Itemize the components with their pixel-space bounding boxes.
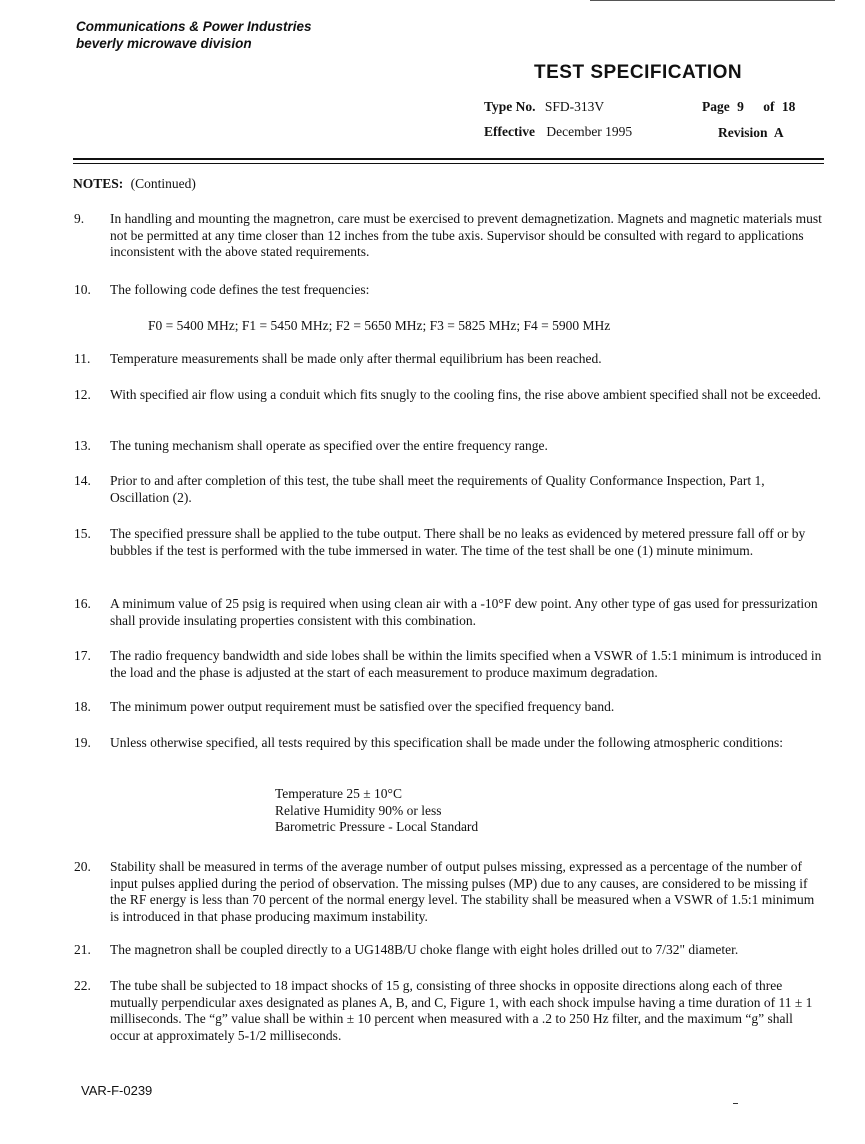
note-number: 9. — [74, 211, 85, 226]
note-number: 11. — [74, 351, 91, 366]
revision-label: Revision — [718, 125, 768, 140]
page-indicator — [702, 99, 795, 115]
type-no-value: SFD-313V — [544, 99, 605, 114]
note-text: In handling and mounting the magnetron, care must be exercised to prevent demagnetization. Magnets and magnetic materials must not be permitted at any time closer than 12 inches from the tube axis. Supervisor should be consulted with regard to applications inconsistent with the above stated requirements. — [110, 211, 822, 259]
note-text: The radio frequency bandwidth and side lobes shall be within the limits specified when a VSWR of 1.5:1 minimum is introduced in the load and the phase is adjusted at the start of each measurement to produce maximum degradation. — [110, 648, 822, 680]
note-number: 14. — [74, 473, 91, 488]
note-text: The following code defines the test frequencies: — [110, 282, 370, 297]
note-number: 16. — [74, 596, 91, 611]
effective-date — [484, 124, 632, 140]
company-name: Communications & Power Industries — [76, 19, 312, 34]
of-label: of — [763, 99, 775, 114]
effective-label: Effective — [484, 124, 535, 139]
note-number: 18. — [74, 699, 91, 714]
note-text: Unless otherwise specified, all tests required by this specification shall be made under the following atmospheric conditions: — [110, 735, 783, 750]
note-text: The tube shall be subjected to 18 impact shocks of 15 g, consisting of three shocks in opposite directions along each of three mutually perpendicular axes designated as planes A, B, and C, Figure 1, with each shock impulse having a time duration of 11 ± 1 milliseconds. The “g” value shall be within ± 10 percent when measured with a .2 to 250 Hz filter, and the maximum “g” shall occur at approximately 5-1/2 milliseconds. — [110, 978, 813, 1043]
revision-value: A — [773, 125, 784, 140]
notes-heading — [73, 176, 196, 192]
note-number: 17. — [74, 648, 91, 663]
note-text: Prior to and after completion of this test, the tube shall meet the requirements of Quality Conformance Inspection, Part 1, Oscillation (2). — [110, 473, 765, 505]
note-text: The tuning mechanism shall operate as specified over the entire frequency range. — [110, 438, 548, 453]
type-no-label: Type No. — [484, 99, 536, 114]
condition-humidity: Relative Humidity 90% or less — [275, 802, 442, 818]
effective-value: December 1995 — [546, 124, 633, 139]
note-text: Stability shall be measured in terms of the average number of output pulses missing, expressed as a percentage of the number of input pulses applied during the period of observation. The missing pulses (MP) due to any causes, are considered to be missing if the RF energy is less than 70 percent of the normal energy level. The stability shall be measured when a VSWR of 1.5:1 minimum is introduced in that phase producing maximum instability. — [110, 859, 815, 924]
note-text: Temperature measurements shall be made only after thermal equilibrium has been reached. — [110, 351, 602, 366]
company-header — [76, 18, 312, 52]
header-divider-thick — [73, 158, 824, 160]
document-title: TEST SPECIFICATION — [534, 62, 743, 83]
note-text: A minimum value of 25 psig is required when using clean air with a -10°F dew point. Any other type of gas used for pressurization shall provide insulating properties consistent with this combination. — [110, 596, 818, 628]
test-frequencies-line: F0 = 5400 MHz; F1 = 5450 MHz; F2 = 5650 MHz; F3 = 5825 MHz; F4 = 5900 MHz — [148, 318, 611, 333]
page-number: 9 — [737, 99, 744, 114]
note-number: 13. — [74, 438, 91, 453]
header-divider-thin — [73, 163, 824, 164]
condition-pressure: Barometric Pressure - Local Standard — [275, 819, 479, 834]
notes-suffix: (Continued) — [130, 176, 196, 191]
atmospheric-conditions — [275, 786, 478, 836]
note-number: 15. — [74, 526, 91, 541]
note-text: The magnetron shall be coupled directly to a UG148B/U choke flange with eight holes drilled out to 7/32" diameter. — [110, 942, 739, 957]
page-label: Page — [702, 99, 730, 114]
notes-label: NOTES: — [73, 176, 124, 191]
division-name: beverly microwave division — [76, 36, 252, 51]
note-number: 22. — [74, 978, 91, 993]
note-number: 19. — [74, 735, 91, 750]
note-text: The minimum power output requirement must be satisfied over the specified frequency band. — [110, 699, 615, 714]
note-text: The specified pressure shall be applied to the tube output. There shall be no leaks as evidenced by metered pressure fall off or by bubbles if the test is performed with the tube immersed in water. The time of the test shall be one (1) minute minimum. — [110, 526, 806, 558]
note-number: 10. — [74, 282, 91, 297]
type-no — [484, 99, 604, 115]
top-edge-rule — [590, 0, 835, 1]
form-id: VAR-F-0239 — [81, 1083, 153, 1098]
revision — [718, 125, 784, 141]
page-total: 18 — [781, 99, 796, 114]
note-number: 21. — [74, 942, 91, 957]
note-number: 12. — [74, 387, 91, 402]
condition-temperature: Temperature 25 ± 10°C — [275, 786, 402, 801]
scan-speck — [733, 1103, 738, 1104]
note-number: 20. — [74, 859, 91, 874]
note-text: With specified air flow using a conduit which fits snugly to the cooling fins, the rise above ambient specified shall not be exceeded. — [110, 387, 822, 402]
